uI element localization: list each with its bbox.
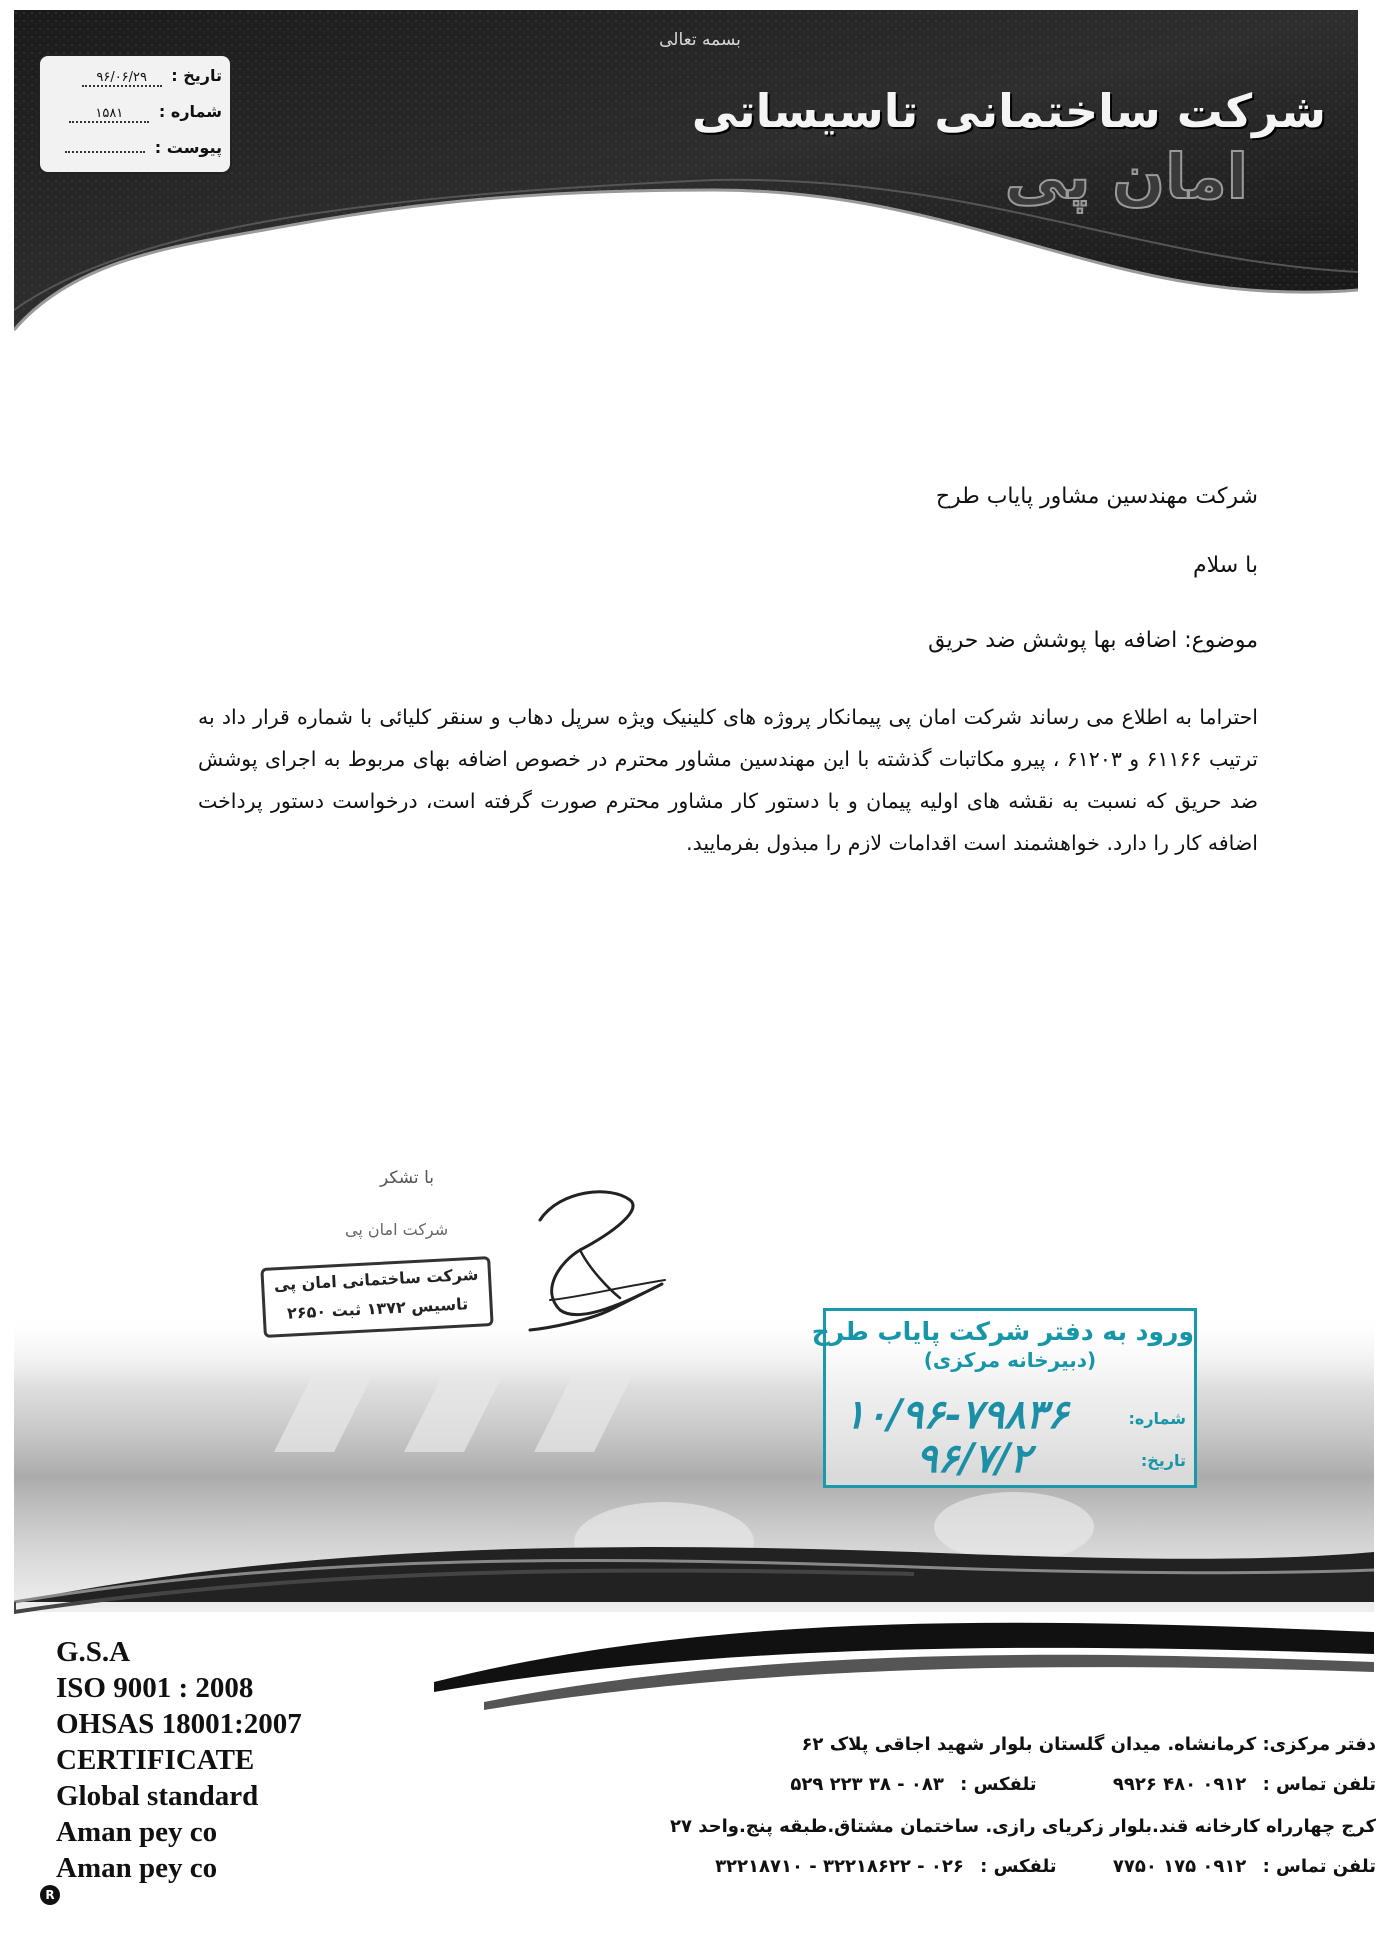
ref-date-row xyxy=(46,66,222,92)
fax-value: ۰۲۶ - ۳۲۲۱۸۶۲۲ - ۳۲۲۱۸۷۱۰ xyxy=(715,1856,964,1877)
stamp-number-label: شماره: xyxy=(1128,1409,1186,1428)
stamp-date-label: تاریخ: xyxy=(1140,1451,1186,1470)
ref-number-row xyxy=(46,102,222,128)
greeting: با سلام xyxy=(1192,553,1258,578)
cert-item: OHSAS 18001:2007 xyxy=(56,1708,302,1740)
phone-value: ۰۹۱۲ ۴۸۰ ۹۹۲۶ xyxy=(1112,1774,1247,1795)
seal-line1: شرکت ساختمانی امان پی xyxy=(273,1264,479,1295)
recipient: شرکت مهندسین مشاور پایاب طرح xyxy=(935,484,1258,509)
address-central-office: دفتر مرکزی: کرمانشاه. میدان گلستان بلوار شهید اجاقی پلاک ۶۲ xyxy=(801,1734,1376,1755)
phone-value: ۰۹۱۲ ۱۷۵ ۷۷۵۰ xyxy=(1112,1856,1247,1877)
phone-label: تلفن تماس : xyxy=(1262,1856,1376,1877)
fax-label: تلفکس : xyxy=(960,1774,1037,1795)
cert-item: ISO 9001 : 2008 xyxy=(56,1672,254,1704)
company-name: شرکت ساختمانی تاسیساتی xyxy=(691,84,1326,138)
cert-item: Aman pey co xyxy=(56,1852,218,1884)
ref-date-label: تاریخ : xyxy=(171,66,222,85)
registered-mark-icon: R xyxy=(40,1885,60,1905)
ref-number-label: شماره : xyxy=(158,102,222,121)
subject-line: موضوع: اضافه بها پوشش ضد حریق xyxy=(928,628,1258,653)
cert-item: CERTIFICATE xyxy=(56,1744,255,1776)
bismillah: بسمه تعالی xyxy=(659,30,741,50)
stamp-date-value: ۹۶/۷/۲ xyxy=(916,1435,1032,1482)
fax-value: ۰۸۳ - ۳۸ ۲۲۳ ۵۲۹ xyxy=(790,1774,944,1795)
ref-attachment-value xyxy=(65,151,145,153)
receipt-stamp xyxy=(811,1308,1197,1488)
stamp-title: ورود به دفتر شرکت پایاب طرح xyxy=(811,1317,1194,1346)
contact-row-2 xyxy=(715,1856,1376,1877)
cert-item: Global standard xyxy=(56,1780,259,1812)
company-brand-logo: امان پی xyxy=(1004,140,1248,213)
closing-thanks: با تشکر xyxy=(380,1168,434,1188)
ref-date-value: ۹۶/۰۶/۲۹ xyxy=(82,70,162,87)
letter-body: احتراما به اطلاع می رساند شرکت امان پی پیمانکار پروژه های کلینیک ویژه سرپل دهاب و سنقر کلیائی با شماره قرار داد به ترتیب ۶۱۱۶۶ و ۶۱۲۰۳ ، پیرو مکاتبات گذشته با این مهندسین مشاور محترم در خصوص اضافه بهای مربوط به اجرای پوشش ضد حریق که نسبت به نقشه های اولیه پیمان و با دستور کار مشاور محترم صورت گرفته است، درخواست دستور پرداخت اضافه کار را دارد. خواهشمند است اقدامات لازم را مبذول بفرمایید. xyxy=(198,705,1258,855)
contact-row-1 xyxy=(790,1774,1376,1795)
ref-number-value: ۱۵۸۱ xyxy=(69,106,149,123)
certifications-list xyxy=(56,1634,302,1886)
cert-item: Aman pey co xyxy=(56,1816,218,1848)
stamp-subtitle: (دبیرخانه مرکزی) xyxy=(923,1348,1097,1372)
company-seal xyxy=(260,1256,493,1338)
ref-attachment-label: پیوست : xyxy=(154,138,222,157)
seal-line2: تاسیس ۱۳۷۲ ثبت ۲۶۵۰ xyxy=(286,1294,469,1323)
stamp-number-value: ۱۰/۹۶-۷۹۸۳۶ xyxy=(844,1391,1069,1438)
fax-label: تلفکس : xyxy=(980,1856,1057,1877)
address-karaj-office: کرج چهارراه کارخانه قند.بلوار زکریای رازی. ساختمان مشتاق.طبقه پنج.واحد ۲۷ xyxy=(669,1816,1376,1837)
phone-label: تلفن تماس : xyxy=(1262,1774,1376,1795)
reference-box xyxy=(38,54,232,174)
cert-item: G.S.A xyxy=(56,1636,131,1668)
ref-attachment-row xyxy=(46,138,222,164)
signatory-company: شرکت امان پی xyxy=(345,1220,449,1239)
handwritten-signature xyxy=(520,1180,680,1340)
